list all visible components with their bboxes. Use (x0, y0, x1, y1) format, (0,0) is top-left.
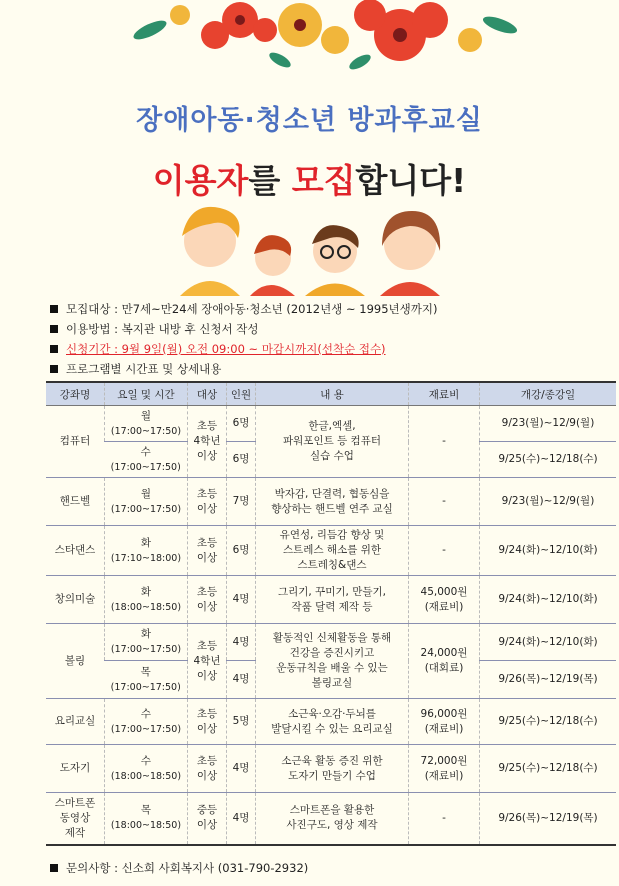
cell-fee: - (409, 793, 480, 845)
cell-content: 소근육·오감·두뇌를 발달시킬 수 있는 요리교실 (256, 699, 409, 745)
header-fee: 재료비 (409, 382, 480, 406)
cell-dates: 9/23(월)~12/9(월) (480, 478, 617, 526)
cell-dates: 9/24(화)~12/10(화) (480, 576, 617, 624)
cell-time: 월 (17:00~17:50) (105, 406, 188, 442)
cell-fee: 45,000원 (재료비) (409, 576, 480, 624)
cell-count: 6명 (227, 442, 256, 478)
cell-content: 그리기, 꾸미기, 만들기, 작품 달력 제작 등 (256, 576, 409, 624)
cell-content: 스마트폰을 활용한 사진구도, 영상 제작 (256, 793, 409, 845)
cell-dates: 9/23(월)~12/9(월) (480, 406, 617, 442)
cell-fee: 96,000원 (재료비) (409, 699, 480, 745)
cell-fee: 72,000원 (재료비) (409, 745, 480, 793)
cell-name: 도자기 (46, 745, 105, 793)
info-schedule: 프로그램별 시간표 및 상세내용 (50, 359, 437, 379)
contact-info: 문의사항 : 신소희 사회복지사 (031-790-2932) (50, 860, 308, 876)
cell-count: 4명 (227, 745, 256, 793)
program-table (46, 381, 616, 846)
cell-dates: 9/26(목)~12/19(목) (480, 661, 617, 699)
cell-count: 6명 (227, 406, 256, 442)
cell-target: 초등 4학년 이상 (188, 624, 227, 699)
cell-target: 초등 4학년 이상 (188, 406, 227, 478)
table-header-row (46, 382, 616, 406)
cell-target: 초등 이상 (188, 478, 227, 526)
info-target: 모집대상 : 만7세~만24세 장애아동·청소년 (2012년생 ~ 1995년생까지) (50, 299, 437, 319)
cell-count: 4명 (227, 576, 256, 624)
cell-target: 초등 이상 (188, 576, 227, 624)
table-row (46, 406, 616, 442)
flower-decoration (0, 0, 619, 90)
cell-fee: 24,000원 (대회료) (409, 624, 480, 699)
cell-target: 초등 이상 (188, 526, 227, 576)
page-title: 장애아동·청소년 방과후교실 (136, 105, 483, 136)
cell-fee: - (409, 406, 480, 478)
cell-name: 창의미술 (46, 576, 105, 624)
cell-time: 화 (17:00~17:50) (105, 624, 188, 661)
header-content: 내 용 (256, 382, 409, 406)
table-row (46, 699, 616, 745)
cell-dates: 9/26(목)~12/19(목) (480, 793, 617, 845)
cell-time: 월 (17:00~17:50) (105, 478, 188, 526)
header-target: 대상 (188, 382, 227, 406)
cell-name: 요리교실 (46, 699, 105, 745)
cell-time: 목 (17:00~17:50) (105, 661, 188, 699)
table-row (46, 478, 616, 526)
square-bullet-icon (50, 864, 58, 872)
header-dates: 개강/종강일 (480, 382, 617, 406)
table-row (46, 745, 616, 793)
cell-count: 5명 (227, 699, 256, 745)
cell-content: 활동적인 신체활동을 통해 건강을 증진시키고 운동규칙을 배울 수 있는 볼링교실 (256, 624, 409, 699)
cell-dates: 9/24(화)~12/10(화) (480, 526, 617, 576)
cell-content: 소근육 활동 증진 위한 도자기 만들기 수업 (256, 745, 409, 793)
cell-target: 초등 이상 (188, 745, 227, 793)
cell-count: 4명 (227, 661, 256, 699)
cell-dates: 9/25(수)~12/18(수) (480, 699, 617, 745)
cell-count: 4명 (227, 793, 256, 845)
cell-target: 중등 이상 (188, 793, 227, 845)
info-method: 이용방법 : 복지관 내방 후 신청서 작성 (50, 319, 437, 339)
square-bullet-icon (50, 365, 58, 373)
header-count: 인원 (227, 382, 256, 406)
cell-content: 유연성, 리듬감 향상 및 스트레스 해소를 위한 스트레칭&댄스 (256, 526, 409, 576)
cell-time: 수 (18:00~18:50) (105, 745, 188, 793)
cell-fee: - (409, 478, 480, 526)
header-name: 강좌명 (46, 382, 105, 406)
cell-count: 6명 (227, 526, 256, 576)
cell-name: 스마트폰 동영상 제작 (46, 793, 105, 845)
cell-time: 수 (17:00~17:50) (105, 442, 188, 478)
cell-time: 목 (18:00~18:50) (105, 793, 188, 845)
cell-name: 핸드벨 (46, 478, 105, 526)
cell-name: 스타댄스 (46, 526, 105, 576)
cell-dates: 9/25(수)~12/18(수) (480, 745, 617, 793)
table-row (46, 624, 616, 661)
cell-time: 화 (18:00~18:50) (105, 576, 188, 624)
cell-fee: - (409, 526, 480, 576)
cell-content: 박자감, 단결력, 협동심을 향상하는 핸드벨 연주 교실 (256, 478, 409, 526)
square-bullet-icon (50, 345, 58, 353)
children-illustration (170, 196, 470, 296)
cell-time: 수 (17:00~17:50) (105, 699, 188, 745)
cell-name: 볼링 (46, 624, 105, 699)
cell-count: 4명 (227, 624, 256, 661)
cell-dates: 9/24(화)~12/10(화) (480, 624, 617, 661)
cell-dates: 9/25(수)~12/18(수) (480, 442, 617, 478)
cell-count: 7명 (227, 478, 256, 526)
info-list (50, 299, 437, 379)
info-period: 신청기간 : 9월 9일(월) 오전 09:00 ~ 마감시까지(선착순 접수) (50, 339, 437, 359)
cell-content: 한글,엑셀, 파워포인트 등 컴퓨터 실습 수업 (256, 406, 409, 478)
table-row (46, 793, 616, 845)
page-subtitle: 이용자를 모집합니다! (152, 161, 467, 200)
cell-target: 초등 이상 (188, 699, 227, 745)
table-row (46, 576, 616, 624)
header-time: 요일 및 시간 (105, 382, 188, 406)
square-bullet-icon (50, 325, 58, 333)
cell-name: 컴퓨터 (46, 406, 105, 478)
square-bullet-icon (50, 305, 58, 313)
table-row (46, 526, 616, 576)
cell-time: 화 (17:10~18:00) (105, 526, 188, 576)
